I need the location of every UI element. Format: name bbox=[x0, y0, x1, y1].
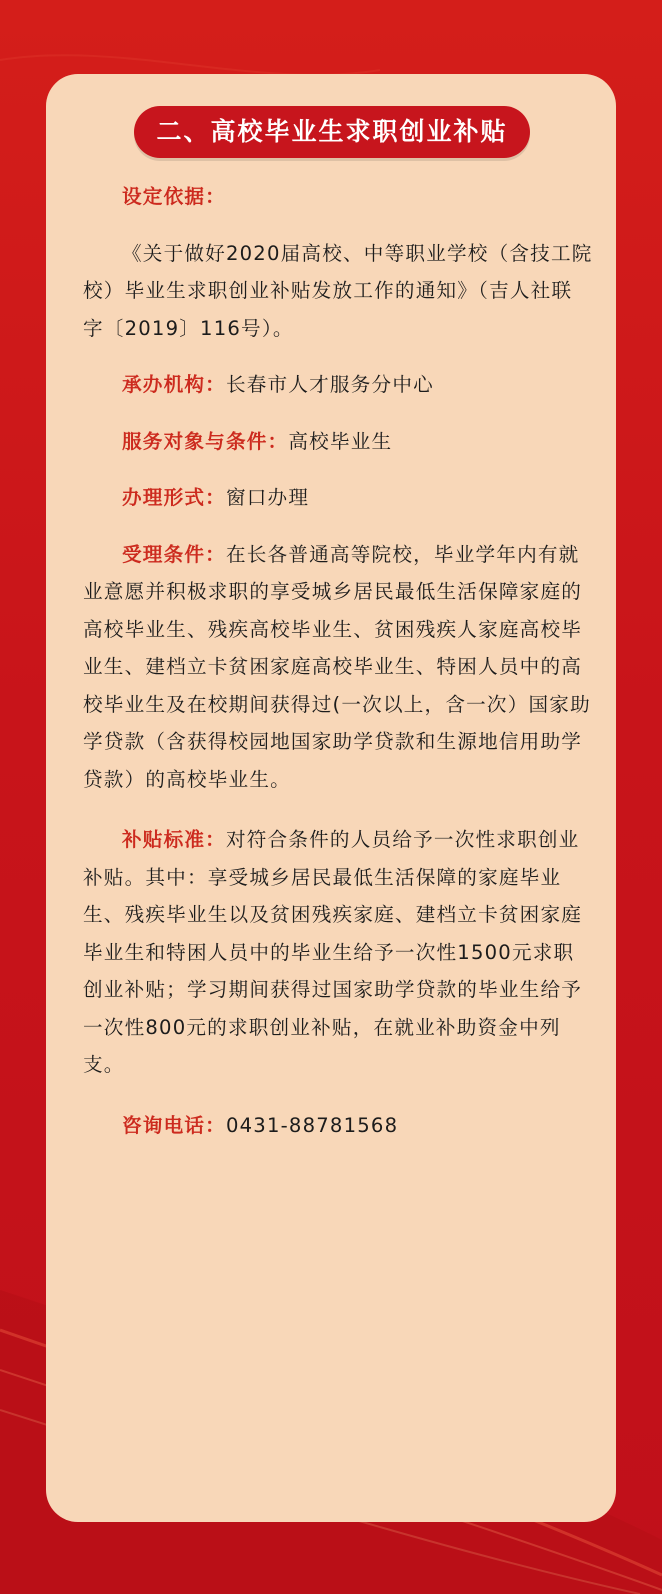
method-text: 窗口办理 bbox=[225, 486, 310, 509]
agency-text: 长春市人才服务分中心 bbox=[225, 373, 434, 396]
section-title: 二、高校毕业生求职创业补贴 bbox=[134, 106, 530, 158]
target-section bbox=[83, 423, 593, 461]
phone-number: 0431-88781568 bbox=[225, 1113, 399, 1137]
basis-text: 《关于做好2020届高校、中等职业学校（含技工院校）毕业生求职创业补贴发放工作的通知》（吉人社联字〔2019〕116号）。 bbox=[83, 241, 593, 340]
basis-section bbox=[83, 178, 593, 216]
basis-label: 设定依据： bbox=[122, 185, 226, 208]
phone-label: 咨询电话： bbox=[122, 1113, 226, 1137]
target-text: 高校毕业生 bbox=[288, 429, 393, 453]
conditions-section bbox=[83, 536, 593, 799]
target-label: 服务对象与条件： bbox=[122, 429, 289, 453]
phone-section bbox=[83, 1107, 593, 1145]
standard-label: 补贴标准： bbox=[122, 828, 226, 851]
method-label: 办理形式： bbox=[122, 486, 226, 509]
agency-label: 承办机构： bbox=[122, 373, 226, 396]
content-body bbox=[83, 178, 593, 1144]
conditions-label: 受理条件： bbox=[122, 542, 226, 566]
standard-section bbox=[83, 821, 593, 1084]
conditions-text: 在长各普通高等院校，毕业学年内有就业意愿并积极求职的享受城乡居民最低生活保障家庭的高校毕业生、残疾高校毕业生、贫困残疾人家庭高校毕业生、建档立卡贫困家庭高校毕业生、特困人员中的高校毕业生及在校期间获得过(一次以上，含一次）国家助学贷款（含获得校园地国家助学贷款和生源地信用助学贷款）的高校毕业生。 bbox=[83, 542, 591, 791]
standard-text: 对符合条件的人员给予一次性求职创业补贴。其中：享受城乡居民最低生活保障的家庭毕业生、残疾毕业生以及贫困残疾家庭、建档立卡贫困家庭毕业生和特困人员中的毕业生给予一次性1500元求职创业补贴；学习期间获得过国家助学贷款的毕业生给予一次性800元的求职创业补贴，在就业补助资金中列支。 bbox=[83, 828, 583, 1076]
info-card bbox=[46, 74, 616, 1522]
agency-section bbox=[83, 366, 593, 404]
method-section bbox=[83, 479, 593, 517]
